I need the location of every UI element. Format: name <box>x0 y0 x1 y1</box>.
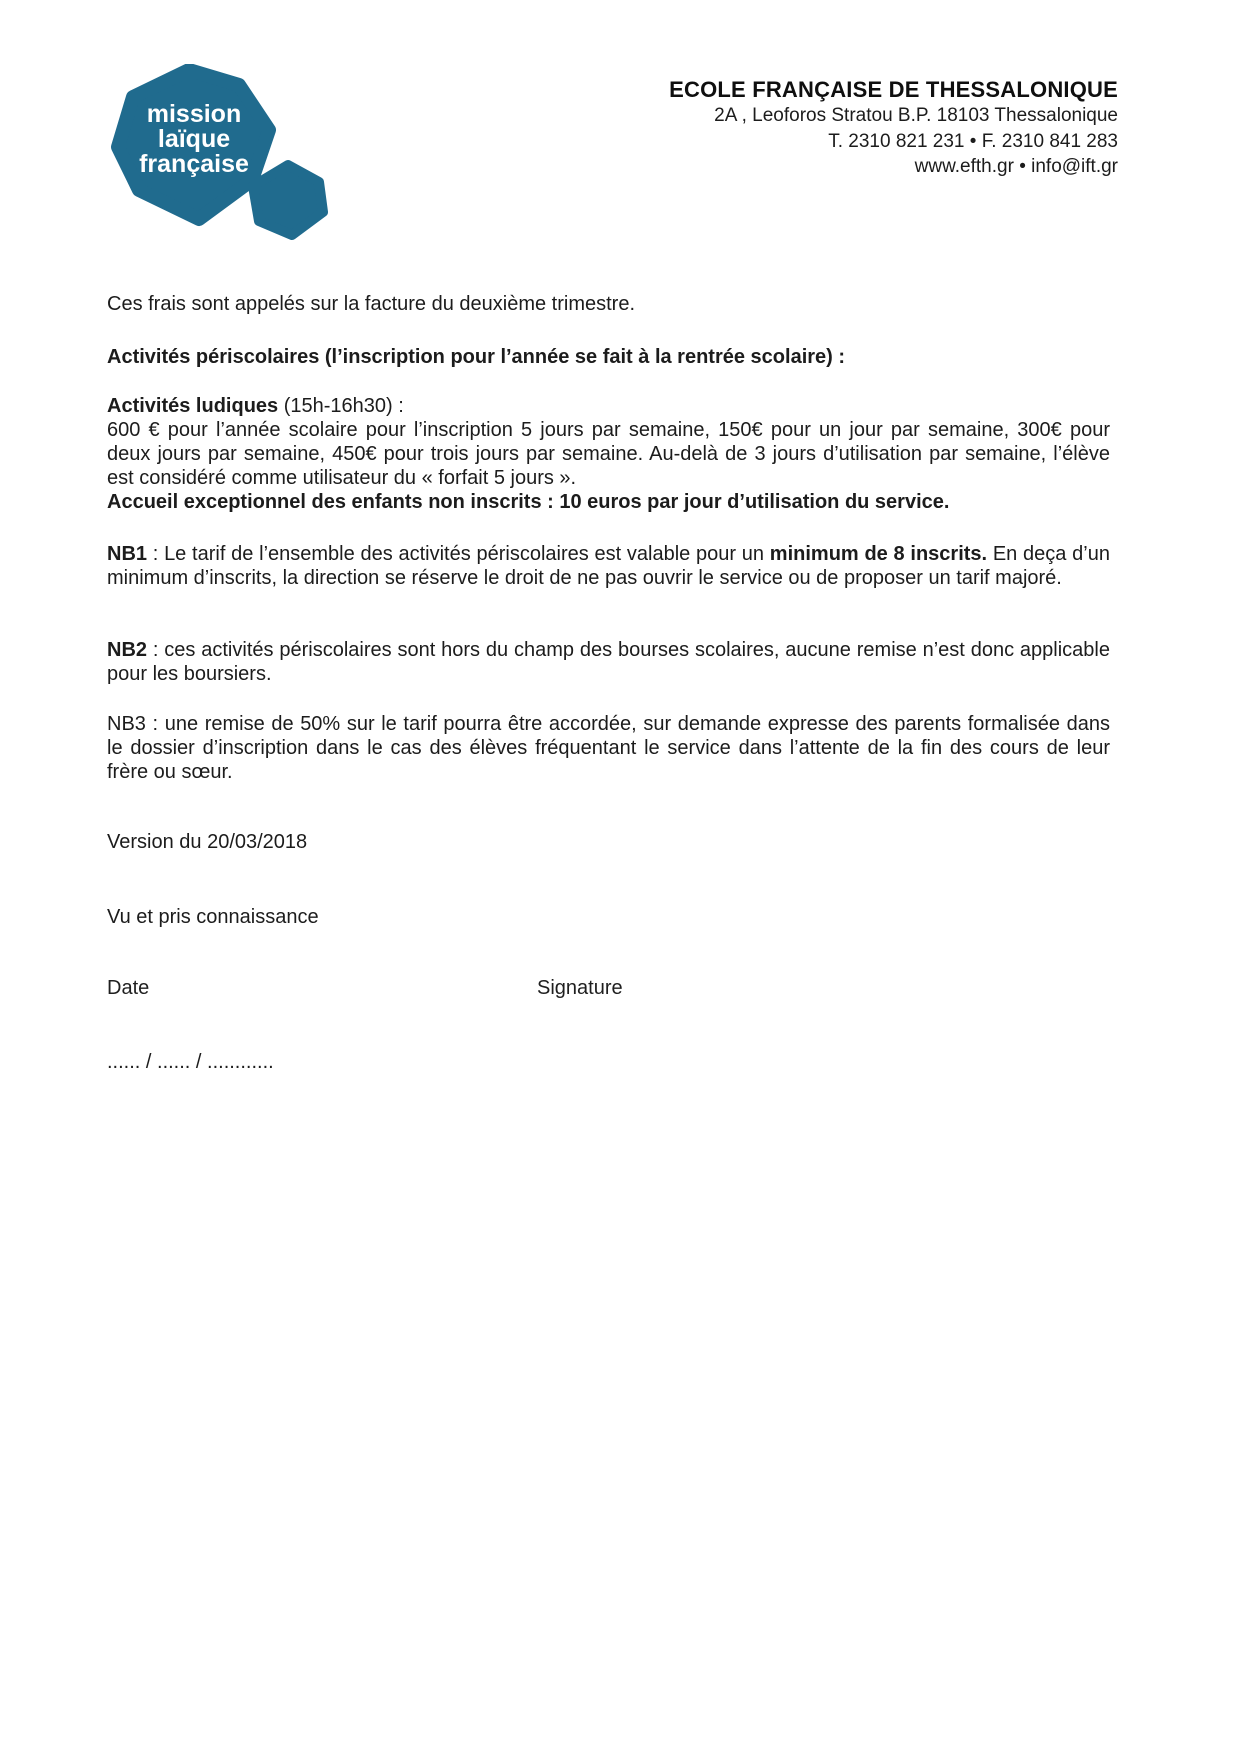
logo-text-line2: laïque <box>157 125 231 153</box>
school-web-email: www.efth.gr • info@ift.gr <box>914 156 1118 177</box>
activities-heading: Activités périscolaires (l’inscription pour l’année se fait à la rentrée scolaire) : <box>107 346 846 368</box>
nb1-bold: minimum de 8 inscrits. <box>769 543 988 565</box>
nb1-part1: : Le tarif de l’ensemble des activités périscolaires est valable pour un <box>147 543 770 565</box>
version-line: Version du 20/03/2018 <box>107 831 308 853</box>
intro-paragraph: Ces frais sont appelés sur la facture du deuxième trimestre. <box>107 293 636 315</box>
school-phone-fax: T. 2310 821 231 • F. 2310 841 283 <box>828 130 1118 152</box>
nb3-paragraph: NB3 : une remise de 50% sur le tarif pourra être accordée, sur demande expresse des parents formalisée dans le dossier d’inscription dans le cas des élèves fréquentant le service dans l’attente de la fin des cours de leur frère ou sœur. <box>107 713 1110 783</box>
ludiques-title <box>107 394 1110 418</box>
date-dots-line: ...... / ...... / ............ <box>107 1051 274 1073</box>
nb2-paragraph <box>107 638 1110 686</box>
nb1-paragraph <box>107 542 1110 590</box>
nb1-part2: En deça d’un minimum d’inscrits, la direction se réserve le droit de ne pas ouvrir le service ou de proposer un tarif majoré. <box>107 543 1110 589</box>
ludiques-title-rest: (15h-16h30) : <box>278 395 404 417</box>
ludiques-title-bold: Activités ludiques <box>107 395 279 417</box>
school-address: 2A , Leoforos Stratou B.P. 18103 Thessalonique <box>714 105 1118 126</box>
school-name: ECOLE FRANÇAISE DE THESSALONIQUE <box>669 77 1118 102</box>
signature-label: Signature <box>537 977 623 999</box>
nb2-label: NB2 <box>107 639 148 661</box>
mlf-logo-graphic <box>110 64 335 249</box>
logo-small-hexagon <box>253 165 323 235</box>
date-label: Date <box>107 977 150 999</box>
ludiques-text: 600 € pour l’année scolaire pour l’inscription 5 jours par semaine, 150€ pour un jour par semaine, 300€ pour deux jours par semaine, 450€ pour trois jours par semaine. Au-delà de 3 jours d’utilisation par semaine, l’élève est considéré comme utilisateur du « forfait 5 jours ». <box>107 419 1110 489</box>
nb2-text: : ces activités périscolaires sont hors du champ des bourses scolaires, aucune remise n’est donc applicable pour les boursiers. <box>107 639 1110 685</box>
ludiques-accueil-line: Accueil exceptionnel des enfants non inscrits : 10 euros par jour d’utilisation du service. <box>107 491 950 513</box>
mlf-logo <box>110 64 335 249</box>
acknowledgement-line: Vu et pris connaissance <box>107 906 319 928</box>
logo-text-line1: mission <box>146 100 242 128</box>
school-header <box>669 76 1118 180</box>
logo-text-line3: française <box>139 150 249 178</box>
ludiques-paragraph <box>107 394 1110 514</box>
nb1-label: NB1 <box>107 543 148 565</box>
date-signature-row <box>107 977 1110 1001</box>
